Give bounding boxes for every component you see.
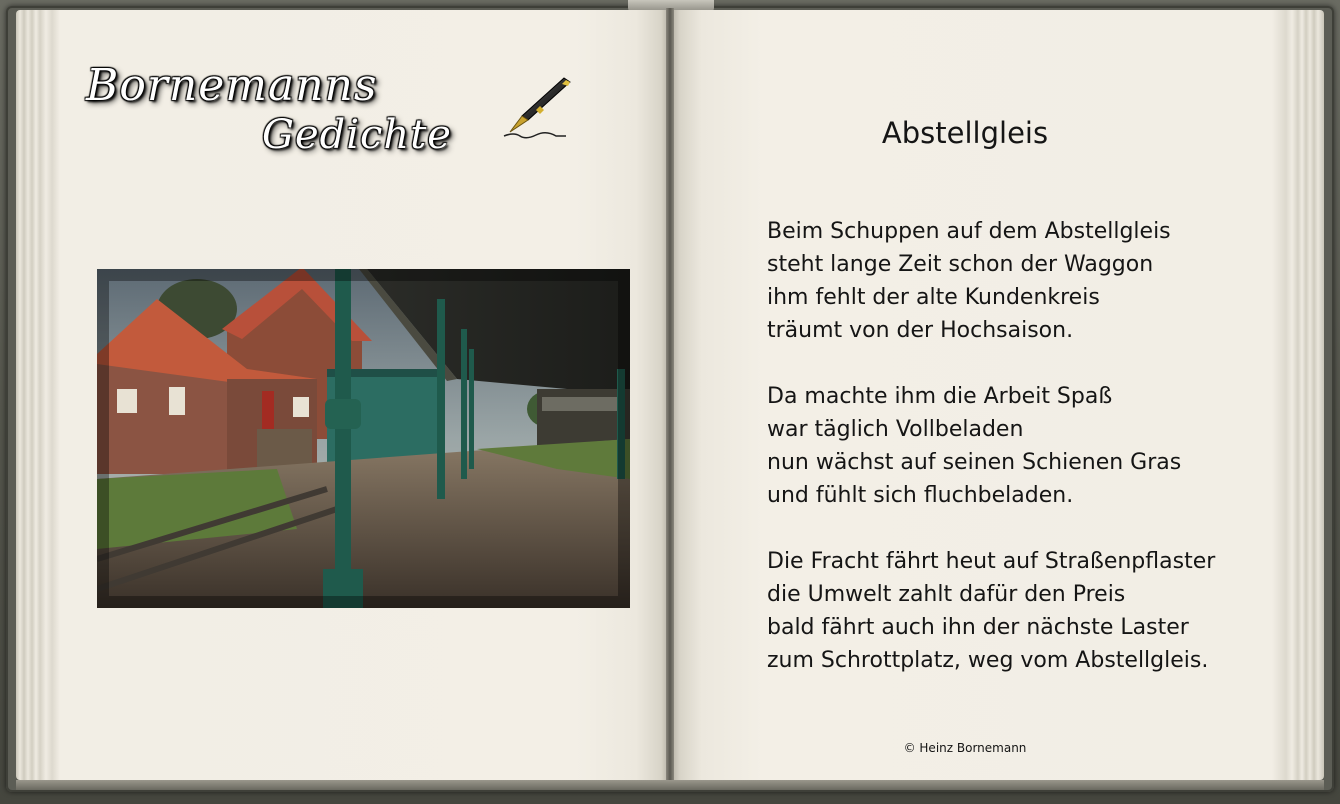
page-edge: [16, 780, 1324, 790]
poem-verse: die Umwelt zahlt dafür den Preis: [767, 582, 1126, 607]
fountain-pen-icon: [500, 76, 576, 140]
poem-verse: steht lange Zeit schon der Waggon: [767, 252, 1154, 277]
poem-stanza-2: [767, 380, 1181, 512]
poem-verse: und fühlt sich fluchbeladen.: [767, 483, 1074, 508]
poem-verse: nun wächst auf seinen Schienen Gras: [767, 450, 1182, 475]
poem-verse: Da machte ihm die Arbeit Spaß: [767, 384, 1113, 409]
logo-title-line1: Bornemanns: [86, 60, 378, 111]
poem-verse: ihm fehlt der alte Kundenkreis: [767, 285, 1100, 310]
poem-verse: war täglich Vollbeladen: [767, 417, 1024, 442]
poem-stanza-3: [767, 545, 1215, 677]
poem-verse: bald fährt auch ihn der nächste Laster: [767, 615, 1189, 640]
railway-station-photo: [97, 269, 630, 608]
copyright-notice: © Heinz Bornemann: [903, 741, 1027, 755]
poem-verse: träumt von der Hochsaison.: [767, 318, 1074, 343]
poem-stanza-1: [767, 215, 1171, 347]
logo-title-line2: Gedichte: [262, 112, 452, 158]
poem-verse: Beim Schuppen auf dem Abstellgleis: [767, 219, 1171, 244]
poem-title: Abstellgleis: [881, 116, 1049, 150]
poem-verse: Die Fracht fährt heut auf Straßenpflaster: [767, 549, 1216, 574]
poem-verse: zum Schrottplatz, weg vom Abstellgleis.: [767, 648, 1209, 673]
